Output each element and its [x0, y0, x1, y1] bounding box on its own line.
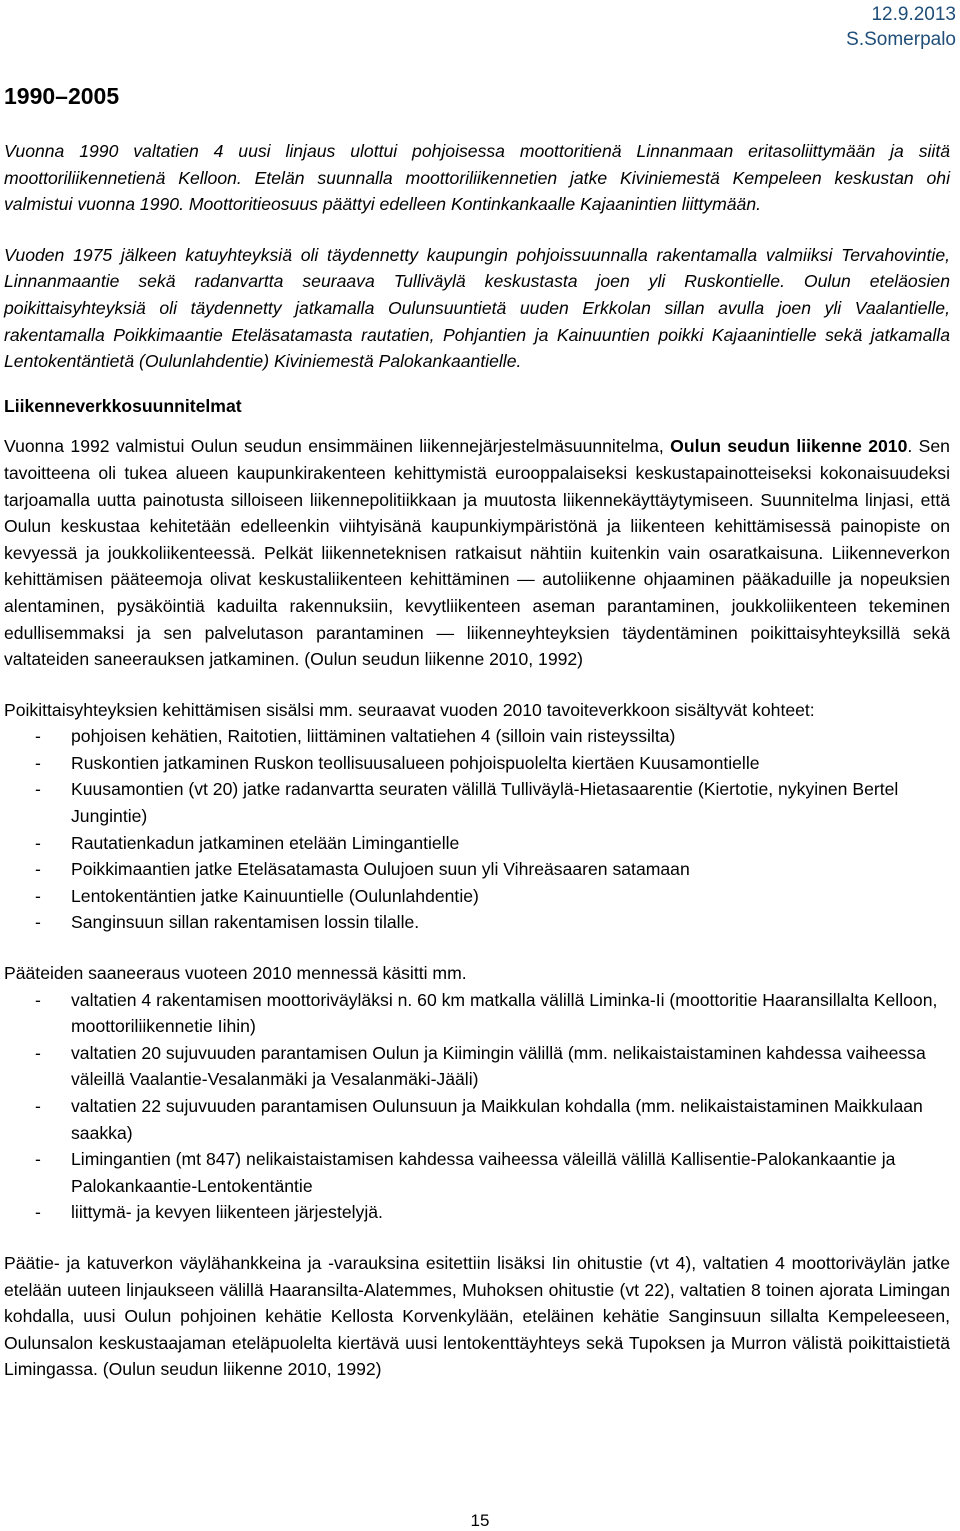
list-dash: -	[35, 726, 41, 747]
list-item	[4, 987, 950, 1040]
document-header	[846, 2, 956, 52]
plan-paragraph	[4, 433, 950, 672]
subheading-liikenneverkkosuunnitelmat: Liikenneverkkosuunnitelmat	[4, 395, 242, 416]
list-item	[4, 856, 950, 883]
list-item-text: Poikkimaantien jatke Eteläsatamasta Oulujoen suun yli Vihreäsaaren satamaan	[71, 859, 690, 880]
list-item	[4, 1146, 950, 1199]
list-dash: -	[35, 1202, 41, 1223]
list-item-text: pohjoisen kehätien, Raitotien, liittäminen valtatiehen 4 (silloin vain risteyssilta)	[71, 726, 676, 747]
list-dash: -	[35, 752, 41, 773]
header-author: S.Somerpalo	[846, 29, 956, 50]
cross-connections-list	[4, 723, 950, 936]
document-body	[4, 138, 950, 1383]
intro-paragraph-1: Vuonna 1990 valtatien 4 uusi linjaus ulottui pohjoisessa moottoritienä Linnanmaan eritasoliittymään ja siitä moottoriliikennetienä Kelloon. Etelän suunnalla moottoriliikennetien jatke Kiviniemestä Kempeleen keskustan ohi valmistui vuonna 1990. Moottoritieosuus päättyi edelleen Kontinkankaalle Kajaanintien liittymään.	[4, 141, 950, 215]
list-item	[4, 883, 950, 910]
list-item-text: Sanginsuun sillan rakentamisen lossin tilalle.	[71, 912, 420, 933]
road-renovation-list	[4, 987, 950, 1226]
plan-title-bold: Oulun seudun liikenne 2010	[670, 436, 908, 457]
list-dash: -	[35, 832, 41, 853]
plan-text-rest: . Sen tavoitteena oli tukea alueen kaupunkirakenteen kehittymistä eurooppalaiseksi keskustapainotteiseksi kokonaisuudeksi tarjoamalla uutta painotusta silloiseen liikennepolitiikkaan ja muutosta liikennekäyttäytymiseen. Suunnitelma linjasi, että Oulun keskustaa kehitetään edelleenkin viihtyisänä kaupunkiympäristönä ja liikenteen kehittämisessä painopiste on kevyessä ja joukkoliikenteessä. Pelkät liikenneteknisen ratkaisut nähtiin kuitenkin vain osaratkaisuna. Liikenneverkon kehittämisen pääteemoja olivat keskustaliikenteen kehittäminen — autoliikenne ohjaaminen pääkaduille ja nopeuksien alentaminen, pysäköintiä kaduilta rakennuksiin, kevytliikenteen aseman parantaminen, joukkoliikenteen tekeminen edullisemmaksi ja sen palvelutason parantaminen — liikenneyhteyksien täydentäminen poikittaisyhteyksillä sekä valtateiden saneerauksen jatkaminen. (Oulun seudun liikenne 2010, 1992)	[4, 436, 950, 670]
list-dash: -	[35, 859, 41, 880]
closing-paragraph: Päätie- ja katuverkon väylähankkeina ja -varauksina esitettiin lisäksi Iin ohitustie (vt 4), valtatien 4 moottoriväylän jatke etelään uuteen linjaukseen välillä Haaransilta-Alatemmes, Muhoksen ohitustie (vt 22), valtatien 8 toinen ajorata Limingan kohdalla, uusi Oulun pohjoinen kehätie Kellosta Korvenkylään, eteläinen kehätie Sanginsuun sillalta Kempeleeseen, Oulunsalon keskustaajaman eteläpuolelta kiertävä uusi lentokenttäyhteys sekä Tupoksen ja Murron välistä poikittaistietä Limingassa. (Oulun seudun liikenne 2010, 1992)	[4, 1252, 950, 1380]
list-item-text: Rautatienkadun jatkaminen etelään Limingantielle	[71, 832, 460, 853]
list-dash: -	[35, 1096, 41, 1116]
list-item-text: valtatien 22 sujuvuuden parantamisen Oulunsuun ja Maikkulan kohdalla (mm. nelikaistaistaminen Maikkulaan saakka)	[71, 1096, 923, 1143]
list-item	[4, 776, 950, 829]
list-item	[4, 723, 950, 750]
roads-intro: Pääteiden saaneeraus vuoteen 2010 mennessä käsitti mm.	[4, 963, 467, 984]
plan-text-start: Vuonna 1992 valmistui Oulun seudun ensimmäinen liikennejärjestelmäsuunnitelma,	[4, 436, 671, 457]
list-item-text: Ruskontien jatkaminen Ruskon teollisuusalueen pohjoispuolelta kiertäen Kuusamontielle	[71, 752, 760, 773]
list-dash: -	[35, 779, 41, 800]
list-item	[4, 830, 950, 857]
list-item-text: liittymä- ja kevyen liikenteen järjestelyjä.	[71, 1202, 383, 1223]
list-dash: -	[35, 1149, 41, 1170]
list-dash: -	[35, 1042, 41, 1063]
list-item	[4, 750, 950, 777]
page-number: 15	[470, 1511, 490, 1530]
list-dash: -	[35, 912, 41, 933]
list-item-text: valtatien 4 rakentamisen moottoriväyläksi n. 60 km matkalla välillä Liminka-Ii (moottoritie Haaransillalta Kelloon, moottoriliikennetie Iihin)	[71, 989, 938, 1037]
list-dash: -	[35, 989, 41, 1010]
list-dash: -	[35, 885, 41, 906]
list-item	[4, 1093, 950, 1146]
list-item	[4, 1199, 950, 1226]
list-item-text: Lentokentäntien jatke Kainuuntielle (Oulunlahdentie)	[71, 885, 479, 906]
cross-connections-intro: Poikittaisyhteyksien kehittämisen sisälsi mm. seuraavat vuoden 2010 tavoiteverkkoon sisältyvät kohteet:	[4, 699, 815, 720]
header-date: 12.9.2013	[871, 4, 956, 25]
list-item-text: Kuusamontien (vt 20) jatke radanvartta seuraten välillä Tulliväylä-Hietasaarentie (Kiertotie, nykyinen Bertel Jungintie)	[71, 779, 899, 827]
section-title: 1990–2005	[4, 83, 120, 109]
list-item-text: valtatien 20 sujuvuuden parantamisen Oulun ja Kiimingin välillä (mm. nelikaistaistaminen kahdessa vaiheessa väleillä Vaalantie-Vesalanmäki ja Vesalanmäki-Jääli)	[71, 1042, 926, 1090]
list-item	[4, 909, 950, 936]
intro-paragraph-2: Vuoden 1975 jälkeen katuyhteyksiä oli täydennetty kaupungin pohjoissuunnalla rakentamalla valmiiksi Tervahovintie, Linnanmaantie sekä radanvartta seuraava Tulliväylä keskustasta joen yli Ruskontielle. Oulun eteläosien poikittaisyhteyksiä oli täydennetty jatkamalla Oulunsuuntietä uuden Erkkolan sillan avulla joen yli Vaalantielle, rakentamalla Poikkimaantie Eteläsatamasta rautatien, Pohjantien ja Kainuuntien poikki Kajaanintielle sekä jatkamalla Lentokentäntietä (Oulunlahdentie) Kiviniemestä Palokankaantielle.	[4, 244, 950, 372]
list-item	[4, 1040, 950, 1093]
list-item-text: Limingantien (mt 847) nelikaistaistamisen kahdessa vaiheessa väleillä välillä Kallisentie-Palokankaantie ja Palokankaantie-Lentokentäntie	[71, 1149, 896, 1196]
